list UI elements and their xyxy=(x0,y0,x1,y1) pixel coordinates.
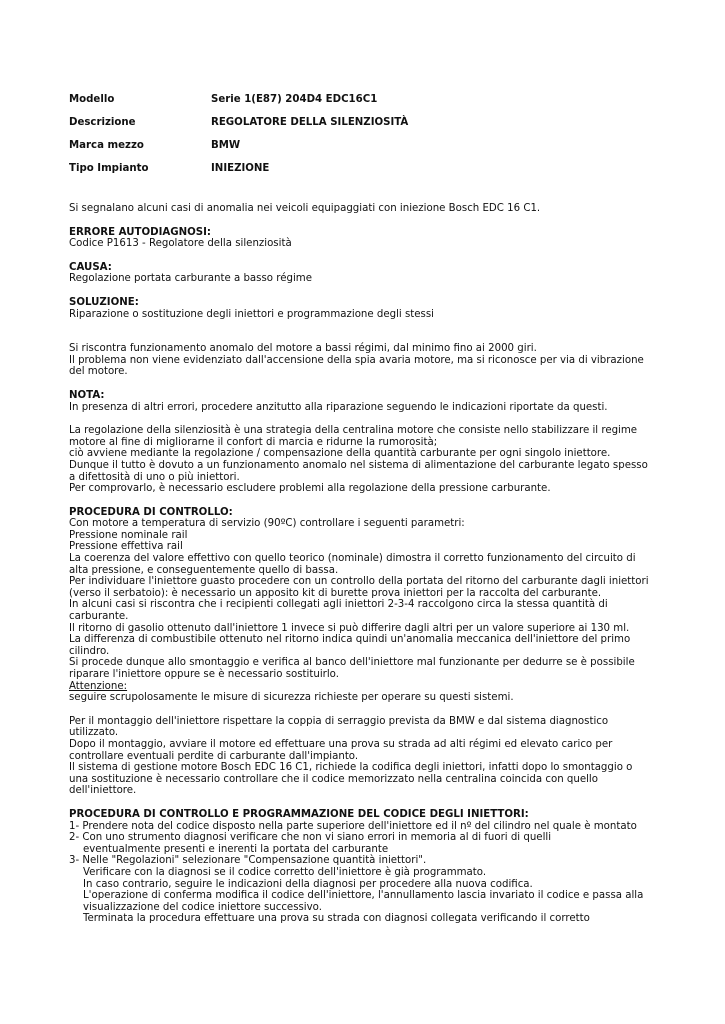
text-line: La coerenza del valore effettivo con quello teorico (nominale) dimostra il corretto funzionamento del circuito di xyxy=(69,553,636,565)
text-line: ciò avviene mediante la regolazione / compensazione della quantità carburante per ogni singolo iniettore. xyxy=(69,448,611,460)
step-line: Verificare con la diagnosi se il codice corretto dell'iniettore è già programmato. xyxy=(83,866,487,878)
text-line: Dunque il tutto è dovuto a un funzionamento anomalo nel sistema di alimentazione del carburante legato spesso xyxy=(69,459,648,471)
procedura-paragraph xyxy=(69,518,669,680)
text-line: carburante. xyxy=(69,611,129,623)
meta-label: Marca mezzo xyxy=(69,139,144,151)
causa-heading: CAUSA: xyxy=(69,261,112,273)
meta-value: Serie 1(E87) 204D4 EDC16C1 xyxy=(211,93,378,105)
errore-text: Codice P1613 - Regolatore della silenziosità xyxy=(69,238,292,250)
causa-text: Regolazione portata carburante a basso régime xyxy=(69,273,312,285)
text-line: Con motore a temperatura di servizio (90ºC) controllare i seguenti parametri: xyxy=(69,518,465,530)
text-line: In alcuni casi si riscontra che i recipienti collegati agli iniettori 2-3-4 raccolgono circa la stessa quantità di xyxy=(69,599,608,611)
meta-value: BMW xyxy=(211,139,241,151)
intro-text: Si segnalano alcuni casi di anomalia nei veicoli equipaggiati con iniezione Bosch EDC 16 C1. xyxy=(69,203,541,214)
meta-label: Modello xyxy=(69,93,115,105)
text-line: Si procede dunque allo smontaggio e verifica al banco dell'iniettore mal funzionante per dedurre se è possibile xyxy=(69,657,635,669)
text-line: Si riscontra funzionamento anomalo del motore a bassi régimi, dal minimo fino ai 2000 giri. xyxy=(69,343,537,355)
text-line: Il problema non viene evidenziato dall'accensione della spia avaria motore, ma si riconosce per via di vibrazione xyxy=(69,354,644,366)
nota-text: In presenza di altri errori, procedere anzitutto alla riparazione seguendo le indicazioni riportate da questi. xyxy=(69,401,608,413)
procedura-heading: PROCEDURA DI CONTROLLO: xyxy=(69,506,233,518)
text-line: riparare l'iniettore oppure se è necessario sostituirlo. xyxy=(69,669,339,680)
meta-value: INIEZIONE xyxy=(211,162,270,174)
text-line: una sostituzione è necessario controllare che il codice memorizzato nella centralina coincida con quello xyxy=(69,773,598,785)
attenzione-text: seguire scrupolosamente le misure di sicurezza richieste per operare su questi sistemi. xyxy=(69,692,514,704)
text-line: Dopo il montaggio, avviare il motore ed effettuare una prova su strada ad alti régimi ed elevato carico per xyxy=(69,738,613,750)
soluzione-heading: SOLUZIONE: xyxy=(69,296,139,308)
meta-label: Tipo Impianto xyxy=(69,162,149,174)
text-line: utilizzato. xyxy=(69,727,119,739)
text-line: alta pressione, e conseguentemente quello di bassa. xyxy=(69,564,339,576)
text-line: Per il montaggio dell'iniettore rispettare la coppia di serraggio prevista da BMW e dal sistema diagnostico xyxy=(69,715,609,727)
step-line: visualizzazione del codice iniettore successivo. xyxy=(83,901,322,913)
symptom-paragraph xyxy=(69,343,669,378)
text-line: Il ritorno di gasolio ottenuto dall'iniettore 1 invece si può differire dagli altri per un valore superiore ai 130 ml. xyxy=(69,622,630,634)
meta-value: REGOLATORE DELLA SILENZIOSITÀ xyxy=(211,116,409,128)
step-line: 3- Nelle "Regolazioni" selezionare "Compensazione quantità iniettori". xyxy=(69,855,427,867)
text-line: cilindro. xyxy=(69,645,110,657)
step-line: eventualmente presenti e inerenti la portata del carburante xyxy=(83,843,389,855)
programmazione-steps xyxy=(69,821,669,925)
step-line: In caso contrario, seguire le indicazioni della diagnosi per procedere alla nuova codifica. xyxy=(83,878,533,890)
soluzione-text: Riparazione o sostituzione degli iniettori e programmazione degli stessi xyxy=(69,308,435,320)
text-line: Per individuare l'iniettore guasto procedere con un controllo della portata del ritorno del carburante dagli iniettori xyxy=(69,576,649,588)
text-line: Per comprovarlo, è necessario escludere problemi alla regolazione della pressione carburante. xyxy=(69,483,551,495)
document-page xyxy=(69,88,669,925)
meta-row xyxy=(69,157,669,180)
text-line: La regolazione della silenziosità è una strategia della centralina motore che consiste nello stabilizzare il regime xyxy=(69,425,638,437)
programmazione-heading: PROCEDURA DI CONTROLLO E PROGRAMMAZIONE DEL CODICE DEGLI INIETTORI: xyxy=(69,808,529,820)
meta-row xyxy=(69,88,669,111)
errore-heading: ERRORE AUTODIAGNOSI: xyxy=(69,226,211,238)
step-line: 2- Con uno strumento diagnosi verificare che non vi siano errori in memoria al di fuori di quelli xyxy=(69,832,552,844)
regolazione-paragraph xyxy=(69,425,669,495)
meta-table xyxy=(69,88,669,180)
text-line: motore al fine di migliorarne il confort di marcia e ridurne la rumorosità; xyxy=(69,436,438,448)
meta-row xyxy=(69,134,669,157)
nota-heading: NOTA: xyxy=(69,389,105,401)
text-line: Pressione effettiva rail xyxy=(69,541,183,553)
text-line: controllare eventuali perdite di carburante dall'impianto. xyxy=(69,750,359,762)
text-line: Il sistema di gestione motore Bosch EDC 16 C1, richiede la codifica degli iniettori, infatti dopo lo smontaggio o xyxy=(69,762,633,774)
step-line: L'operazione di conferma modifica il codice dell'iniettore, l'annullamento lascia invariato il codice e passa alla xyxy=(83,890,644,902)
step-line: Terminata la procedura effettuare una prova su strada con diagnosi collegata verificando il corretto xyxy=(83,913,590,925)
text-line: (verso il serbatoio): è necessario un apposito kit di burette prova iniettori per la raccolta del carburante. xyxy=(69,587,602,599)
text-line: a difettosità di uno o più iniettori. xyxy=(69,471,240,483)
montaggio-paragraph xyxy=(69,716,669,797)
meta-row xyxy=(69,111,669,134)
text-line: del motore. xyxy=(69,366,128,378)
text-line: La differenza di combustibile ottenuto nel ritorno indica quindi un'anomalia meccanica dell'iniettore del primo xyxy=(69,634,631,646)
text-line: Pressione nominale rail xyxy=(69,529,188,541)
step-line: 1- Prendere nota del codice disposto nella parte superiore dell'iniettore ed il nº del cilindro nel quale è montato xyxy=(69,820,637,832)
meta-label: Descrizione xyxy=(69,116,136,128)
attenzione-label: Attenzione: xyxy=(69,680,128,692)
text-line: dell'iniettore. xyxy=(69,785,137,797)
